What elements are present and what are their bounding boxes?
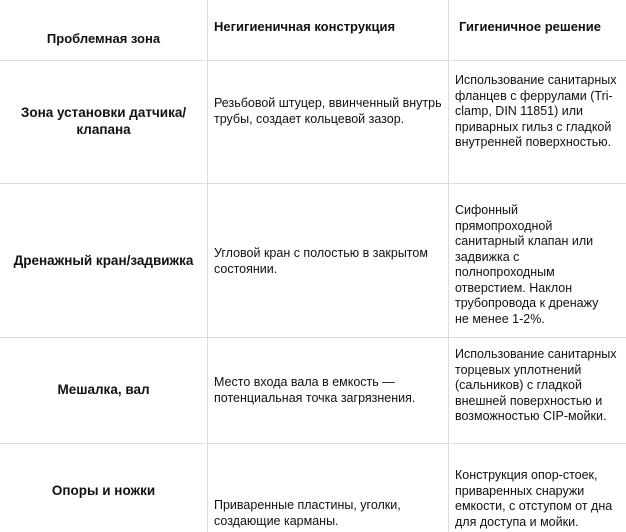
hygienic-cell: Использование санитарных фланцев с феррулами (Tri-clamp, DIN 11851) или приварных гильз с гладкой внутренней поверхностью.: [455, 73, 617, 149]
problem-zone-cell: Мешалка, вал: [57, 382, 150, 397]
hygienic-cell: Конструкция опор-стоек, приваренных снаружи емкости, с отступом от дна для доступа и мойки.: [455, 468, 613, 529]
problem-zone-cell: Опоры и ножки: [51, 483, 156, 498]
row-divider: [0, 443, 626, 444]
row-divider: [0, 60, 626, 61]
unhygienic-cell: Место входа вала в емкость — потенциальная точка загрязнения.: [214, 375, 416, 405]
row-divider: [0, 337, 626, 338]
header-problem-zone: Проблемная зона: [46, 31, 161, 46]
header-hygienic: Гигиеничное решение: [459, 19, 602, 34]
unhygienic-cell: Угловой кран с полостью в закрытом состоянии.: [214, 246, 428, 276]
column-divider: [448, 0, 449, 532]
hygienic-cell: Сифонный прямопроходной санитарный клапан или задвижка с полнопроходным отверстием. Наклон трубопровода к дренажу не менее 1-2%.: [455, 203, 599, 326]
problem-zone-cell: Зона установки датчика/клапана: [20, 105, 187, 137]
header-unhygienic: Негигиеничная конструкция: [214, 19, 396, 34]
column-divider: [207, 0, 208, 532]
unhygienic-cell: Резьбовой штуцер, ввинченный внутрь трубы, создает кольцевой зазор.: [214, 96, 442, 126]
row-divider: [0, 183, 626, 184]
problem-zone-cell: Дренажный кран/задвижка: [13, 253, 194, 268]
hygienic-cell: Использование санитарных торцевых уплотнений (сальников) с гладкой внешней поверхностью и возможностью CIP-мойки.: [455, 347, 617, 423]
unhygienic-cell: Приваренные пластины, уголки, создающие карманы.: [214, 498, 401, 528]
